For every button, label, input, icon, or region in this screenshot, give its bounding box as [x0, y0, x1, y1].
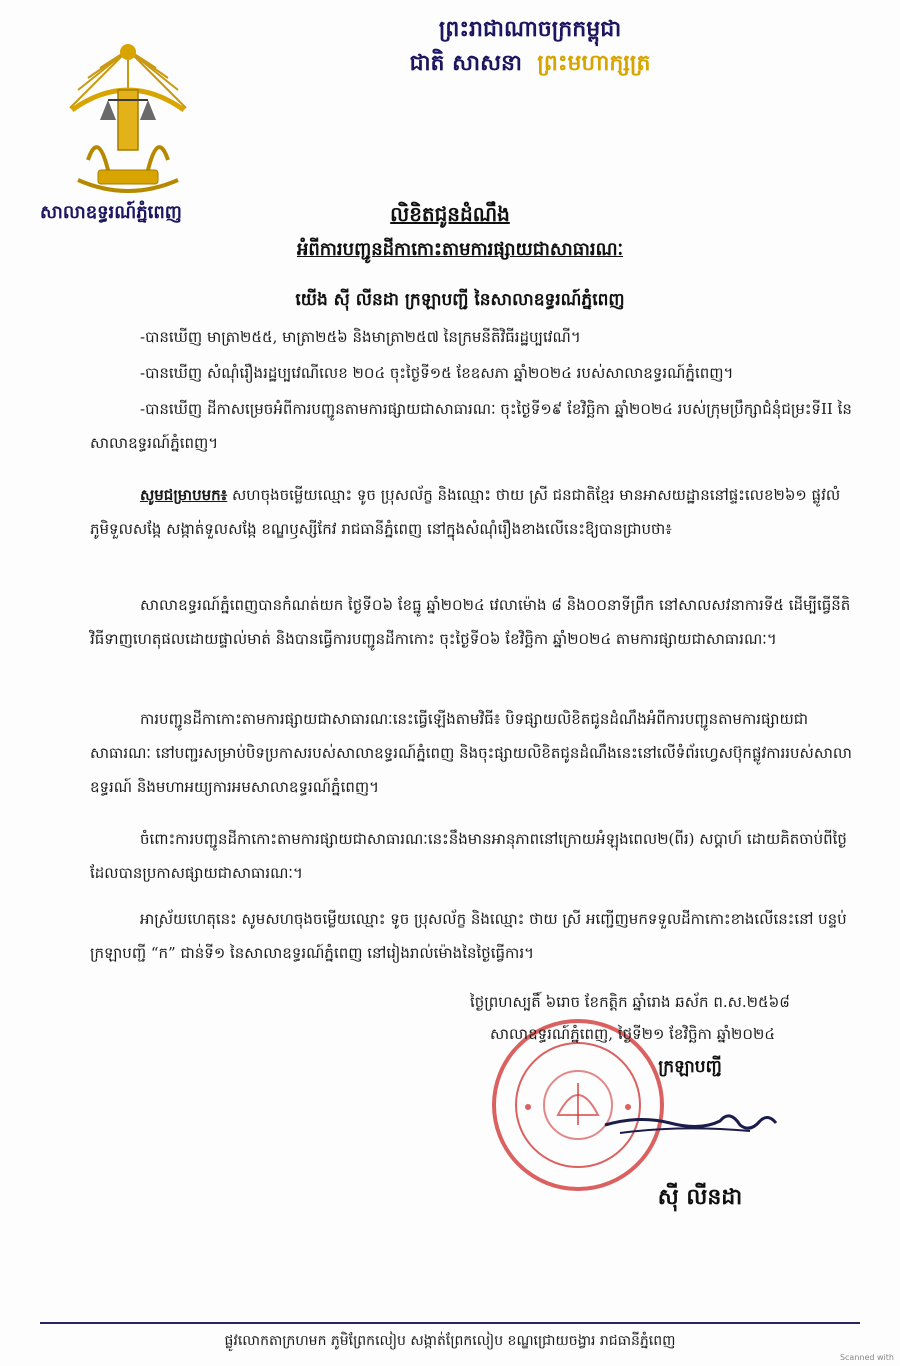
- notice-text: សហចុងចម្លើយឈ្មោះ ទូច ប្រុសល័ក្ខ និងឈ្មោះ ថាយ ស្រី ជនជាតិខ្មែរ មានអាសយដ្ឋាននៅផ្ទះលេខ២៦១ ផ្លូវលំ ភូមិទួលសង្កែ សង្កាត់ទួលសង្កែ ខណ្ឌឫស្សីកែវ រាជធានីភ្នំពេញ នៅក្នុងសំណុំរឿងខាងលើនេះឱ្យបានជ្រាបថា៖: [90, 486, 841, 538]
- signer-name: ស៊ី លីនដា: [657, 1184, 743, 1210]
- seen-clause-3: -បានឃើញ ដីកាសម្រេចអំពីការបញ្ជូនតាមការផ្សាយជាសាធារណៈ ចុះថ្ងៃទី១៩ ខែវិច្ឆិកា ឆ្នាំ២០២៤ របស់ក្រុមប្រឹក្សាជំនុំជម្រះទីII នៃសាលាឧទ្ធរណ៍ភ្នំពេញ។: [90, 400, 852, 452]
- place-date: សាលាឧទ្ធរណ៍ភ្នំពេញ, ថ្ងៃទី២១ ខែវិច្ឆិកា ឆ្នាំ២០២៤: [490, 1025, 775, 1043]
- footer-address: ផ្លូវលោកតាក្រហមក ភូមិព្រែកលៀប សង្កាត់ព្រែកលៀប ខណ្ឌជ្រោយចង្វារ រាជធានីភ្នំពេញ: [224, 1333, 676, 1349]
- scanner-watermark: Scanned with: [839, 1353, 894, 1362]
- service-method-paragraph: ការបញ្ជូនដីកាកោះតាមការផ្សាយជាសាធារណៈនេះធ្វើឡើងតាមវិធី៖ បិទផ្សាយលិខិតជូនដំណឹងអំពីការបញ្ជូនតាមការផ្សាយជាសាធារណៈ នៅបញ្ជរសម្រាប់បិទប្រកាសរបស់សាលាឧទ្ធរណ៍ភ្នំពេញ និងចុះផ្សាយលិខិតជូនដំណឹងនេះនៅលើទំព័រហ្វេសប៊ុកផ្លូវការរបស់សាលាឧទ្ធរណ៍ និងមហាអយ្យការអមសាលាឧទ្ធរណ៍ភ្នំពេញ។: [90, 710, 852, 796]
- national-motto: [300, 12, 760, 80]
- court-emblem-icon: [48, 30, 208, 200]
- seen-clause-1: -បានឃើញ មាត្រា២៥៥, មាត្រា២៥៦ និងមាត្រា២៥៧ នៃក្រមនីតិវិធីរដ្ឋប្បវេណី។: [140, 328, 581, 346]
- document-subtitle: អំពីការបញ្ជូនដីកាកោះតាមការផ្សាយជាសាធារណៈ: [296, 239, 624, 260]
- nation-religion: ជាតិ សាសនា: [409, 50, 522, 76]
- hearing-paragraph: សាលាឧទ្ធរណ៍ភ្នំពេញបានកំណត់យក ថ្ងៃទី០៦ ខែធ្នូ ឆ្នាំ២០២៤ វេលាម៉ោង ៨ និង០០នាទីព្រឹក នៅសាលសវនាការទី៥ ដើម្បីធ្វើនីតិវិធីទាញហេតុផលដោយផ្ទាល់មាត់ និងបានធ្វើការបញ្ជូនដីកាកោះ ចុះថ្ងៃទី០៦ ខែវិច្ឆិកា ឆ្នាំ២០២៤ តាមការផ្សាយជាសាធារណៈ។: [90, 596, 851, 648]
- issuer-line: យើង ស៊ី លីនដា ក្រឡាបញ្ជី នៃសាលាឧទ្ធរណ៍ភ្នំពេញ: [295, 290, 625, 310]
- handwritten-signature-icon: [600, 1095, 780, 1145]
- seen-clause-2: -បានឃើញ សំណុំរឿងរដ្ឋប្បវេណីលេខ ២០៤ ចុះថ្ងៃទី១៥ ខែឧសភា ឆ្នាំ២០២៤ របស់សាលាឧទ្ធរណ៍ភ្នំពេញ។: [140, 364, 734, 382]
- notice-paragraph: [90, 478, 860, 582]
- court-name: សាលាឧទ្ធរណ៍ភ្នំពេញ: [40, 202, 182, 223]
- footer-divider: [40, 1322, 860, 1324]
- kingdom-name: ព្រះរាជាណាចក្រកម្ពុជា: [438, 16, 622, 42]
- lunar-date: ថ្ងៃព្រហស្បតិ៍ ៦រោច ខែកត្តិក ឆ្នាំរោង ឆស័ក ព.ស.២៥៦៨: [470, 993, 790, 1011]
- summons-paragraph: អាស្រ័យហេតុនេះ សូមសហចុងចម្លើយឈ្មោះ ទូច ប្រុសល័ក្ខ និងឈ្មោះ ថាយ ស្រី អញ្ជើញមកទទួលដីកាកោះខាងលើនេះនៅ បន្ទប់ក្រឡាបញ្ជី “ក” ជាន់ទី១ នៃសាលាឧទ្ធរណ៍ភ្នំពេញ នៅរៀងរាល់ម៉ោងនៃថ្ងៃធ្វើការ។: [90, 910, 847, 962]
- king-word: ព្រះមហាក្សត្រ: [537, 50, 651, 76]
- nation-religion-king: [300, 46, 760, 80]
- signer-role: ក្រឡាបញ្ជី: [658, 1057, 722, 1077]
- document-title: លិខិតជូនដំណឹង: [390, 202, 510, 226]
- effect-paragraph: ចំពោះការបញ្ជូនដីកាកោះតាមការផ្សាយជាសាធារណៈនេះនឹងមានអានុភាពនៅក្រោយអំឡុងពេល២(ពីរ) សប្តាហ៍ ដោយគិតចាប់ពីថ្ងៃដែលបានប្រកាសផ្សាយជាសាធារណៈ។: [90, 830, 847, 882]
- notice-label: សូមជម្រាបមក៖: [140, 486, 228, 504]
